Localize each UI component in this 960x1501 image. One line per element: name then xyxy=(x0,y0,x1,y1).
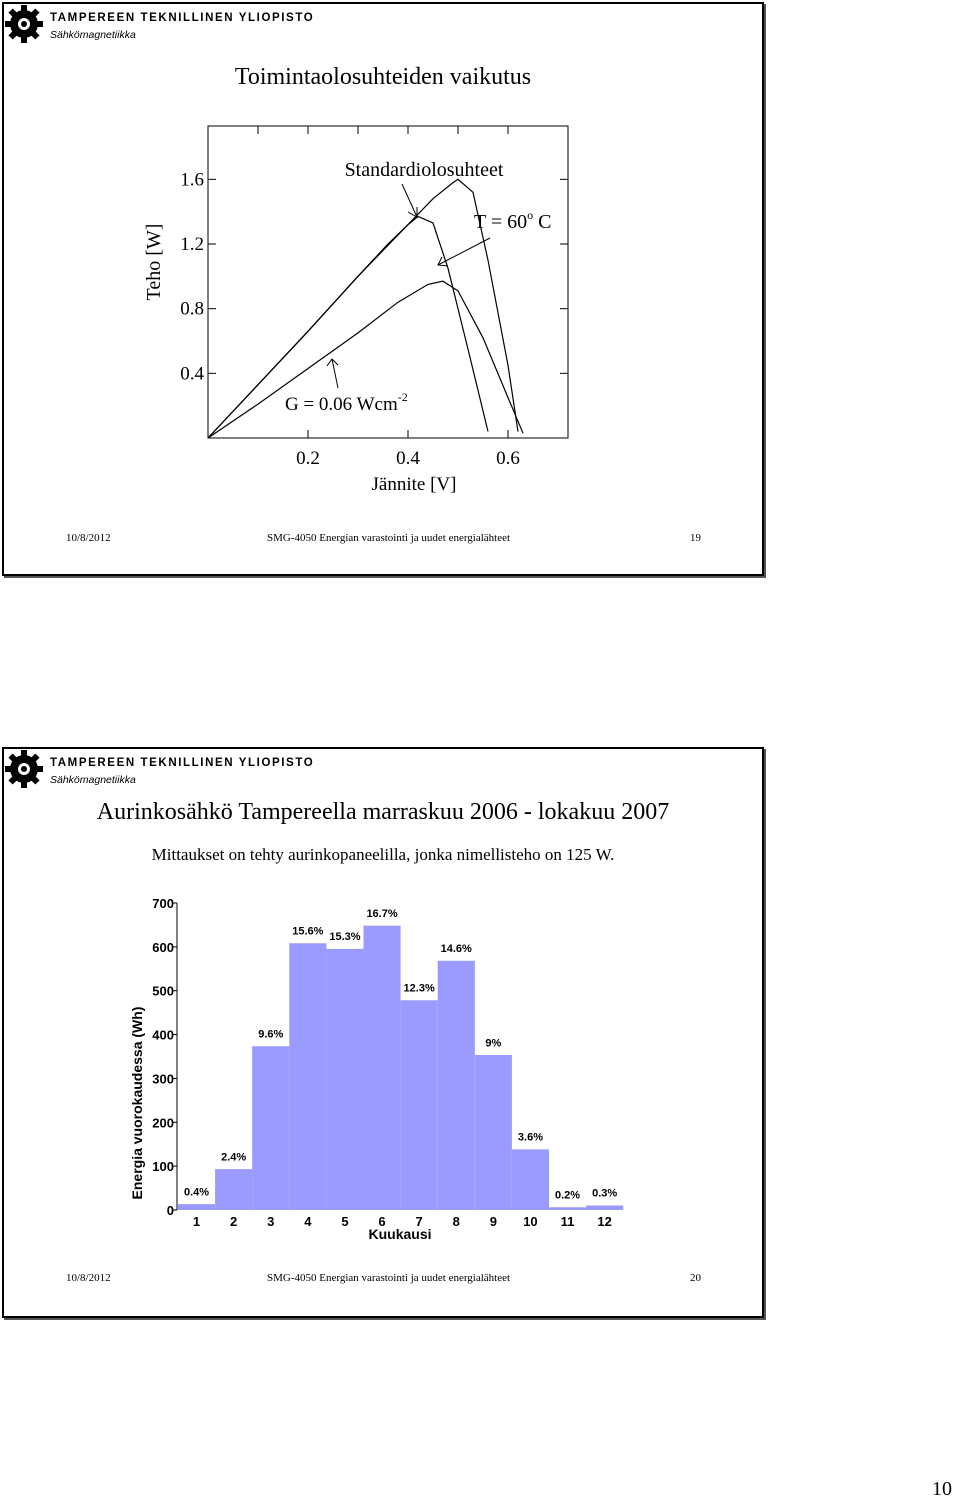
bar-value-label: 15.6% xyxy=(292,925,324,938)
y-tick-label: 100 xyxy=(152,1159,174,1175)
y-tick-label: 400 xyxy=(152,1027,174,1043)
x-tick-labels xyxy=(296,448,520,469)
x-tick-label: 6 xyxy=(378,1214,386,1229)
bar-value-label: 14.6% xyxy=(440,943,472,956)
bar-month-1 xyxy=(178,1203,215,1210)
bar-month-2 xyxy=(215,1168,252,1210)
y-tick-label: 0.8 xyxy=(180,298,204,320)
slide-header xyxy=(4,4,315,44)
slide-title: Aurinkosähkö Tampereella marraskuu 2006 - lokakuu 2007 xyxy=(96,799,670,825)
pv-power-chart xyxy=(4,104,762,504)
x-tick-label: 7 xyxy=(415,1214,423,1229)
slide-subtitle: Mittaukset on tehty aurinkopaneelilla, jonka nimellisteho on 125 W. xyxy=(151,845,615,864)
bar-value-label: 0.2% xyxy=(555,1189,581,1202)
page-number: 10 xyxy=(932,1478,952,1500)
footer-course: SMG-4050 Energian varastointi ja uudet energialähteet xyxy=(267,532,511,544)
bar-month-8 xyxy=(438,960,475,1210)
university-name: TAMPEREEN TEKNILLINEN YLIOPISTO xyxy=(50,757,315,769)
y-tick-labels xyxy=(180,169,204,384)
annotation-standard: Standardiolosuhteet xyxy=(344,159,504,181)
x-tick-label: 4 xyxy=(304,1214,312,1229)
bar-value-label: 3.6% xyxy=(517,1131,543,1144)
x-axis-label: Kuukausi xyxy=(368,1226,432,1242)
y-tick-label: 1.6 xyxy=(180,169,204,191)
y-axis-label: Teho [W] xyxy=(143,223,165,301)
x-tick-label: 8 xyxy=(452,1214,460,1229)
slide-header xyxy=(4,749,315,789)
x-tick-label: 10 xyxy=(523,1214,538,1229)
bar-value-label: 0.3% xyxy=(592,1187,618,1200)
x-tick-label: 0.2 xyxy=(296,448,320,469)
annotation-temperature: $T = 60^o$ C xyxy=(474,208,552,233)
footer-page: 19 xyxy=(690,532,701,544)
x-tick-label: 0.6 xyxy=(496,448,520,469)
bar-value-label: 0.4% xyxy=(184,1186,210,1199)
bar-month-7 xyxy=(401,999,438,1210)
y-tick-label: 600 xyxy=(152,939,174,955)
x-tick-label: 0.4 xyxy=(396,448,420,469)
footer-page: 20 xyxy=(690,1272,701,1284)
x-tick-label: 1 xyxy=(192,1214,201,1229)
bar-month-12 xyxy=(586,1205,623,1210)
arrow-standard xyxy=(402,184,417,217)
x-tick-label: 12 xyxy=(597,1214,612,1229)
footer-date: 10/8/2012 xyxy=(66,1272,111,1284)
annotation-irradiance: G = 0.06 Wcm$^{-2}$ xyxy=(285,390,408,415)
y-tick-label: 700 xyxy=(152,896,174,911)
slide-title: Toimintaolosuhteiden vaikutus xyxy=(234,64,532,90)
x-tick-label: 11 xyxy=(560,1214,575,1229)
bar-value-label: 9% xyxy=(485,1037,502,1050)
y-axis-label: Energia vuorokaudessa (Wh) xyxy=(129,1006,145,1200)
y-tick-label: 300 xyxy=(152,1071,174,1087)
energy-bar-chart xyxy=(4,887,762,1247)
arrow-temperature xyxy=(438,238,490,265)
y-axis-ticks xyxy=(152,896,177,1218)
x-tick-label: 2 xyxy=(230,1214,238,1229)
x-tick-label: 5 xyxy=(341,1214,349,1229)
university-logo-icon xyxy=(4,749,44,789)
bar-value-label: 12.3% xyxy=(403,982,435,995)
slide-19 xyxy=(2,2,764,576)
bar-value-label: 2.4% xyxy=(221,1151,247,1164)
x-tick-label: 9 xyxy=(489,1214,497,1229)
bar-value-label: 15.3% xyxy=(329,931,361,944)
y-tick-label: 500 xyxy=(152,983,174,999)
bar-value-label: 16.7% xyxy=(366,907,398,920)
bar-month-10 xyxy=(512,1149,549,1210)
y-tick-label: 0.4 xyxy=(180,363,204,385)
y-tick-label: 200 xyxy=(152,1115,174,1131)
bars xyxy=(178,925,623,1210)
footer-course: SMG-4050 Energian varastointi ja uudet energialähteet xyxy=(267,1272,511,1284)
bar-month-4 xyxy=(289,942,326,1210)
y-tick-label: 1.2 xyxy=(180,234,204,256)
bar-month-9 xyxy=(475,1054,512,1210)
bar-month-5 xyxy=(326,948,363,1210)
arrow-irradiance xyxy=(332,359,338,388)
annotation-arrows xyxy=(327,184,490,388)
university-logo-icon xyxy=(4,4,44,44)
university-name: TAMPEREEN TEKNILLINEN YLIOPISTO xyxy=(50,12,315,24)
bar-month-6 xyxy=(364,925,401,1210)
x-tick-label: 3 xyxy=(267,1214,275,1229)
department-name: Sähkömagnetiikka xyxy=(50,774,136,786)
bar-value-label: 9.6% xyxy=(258,1028,284,1041)
bar-month-3 xyxy=(252,1046,289,1210)
slide-20 xyxy=(2,747,764,1318)
y-tick-label: 0 xyxy=(166,1203,174,1218)
department-name: Sähkömagnetiikka xyxy=(50,29,136,41)
footer-date: 10/8/2012 xyxy=(66,532,111,544)
arrow-standard-head xyxy=(408,207,417,217)
x-axis-label: Jännite [V] xyxy=(371,474,457,495)
